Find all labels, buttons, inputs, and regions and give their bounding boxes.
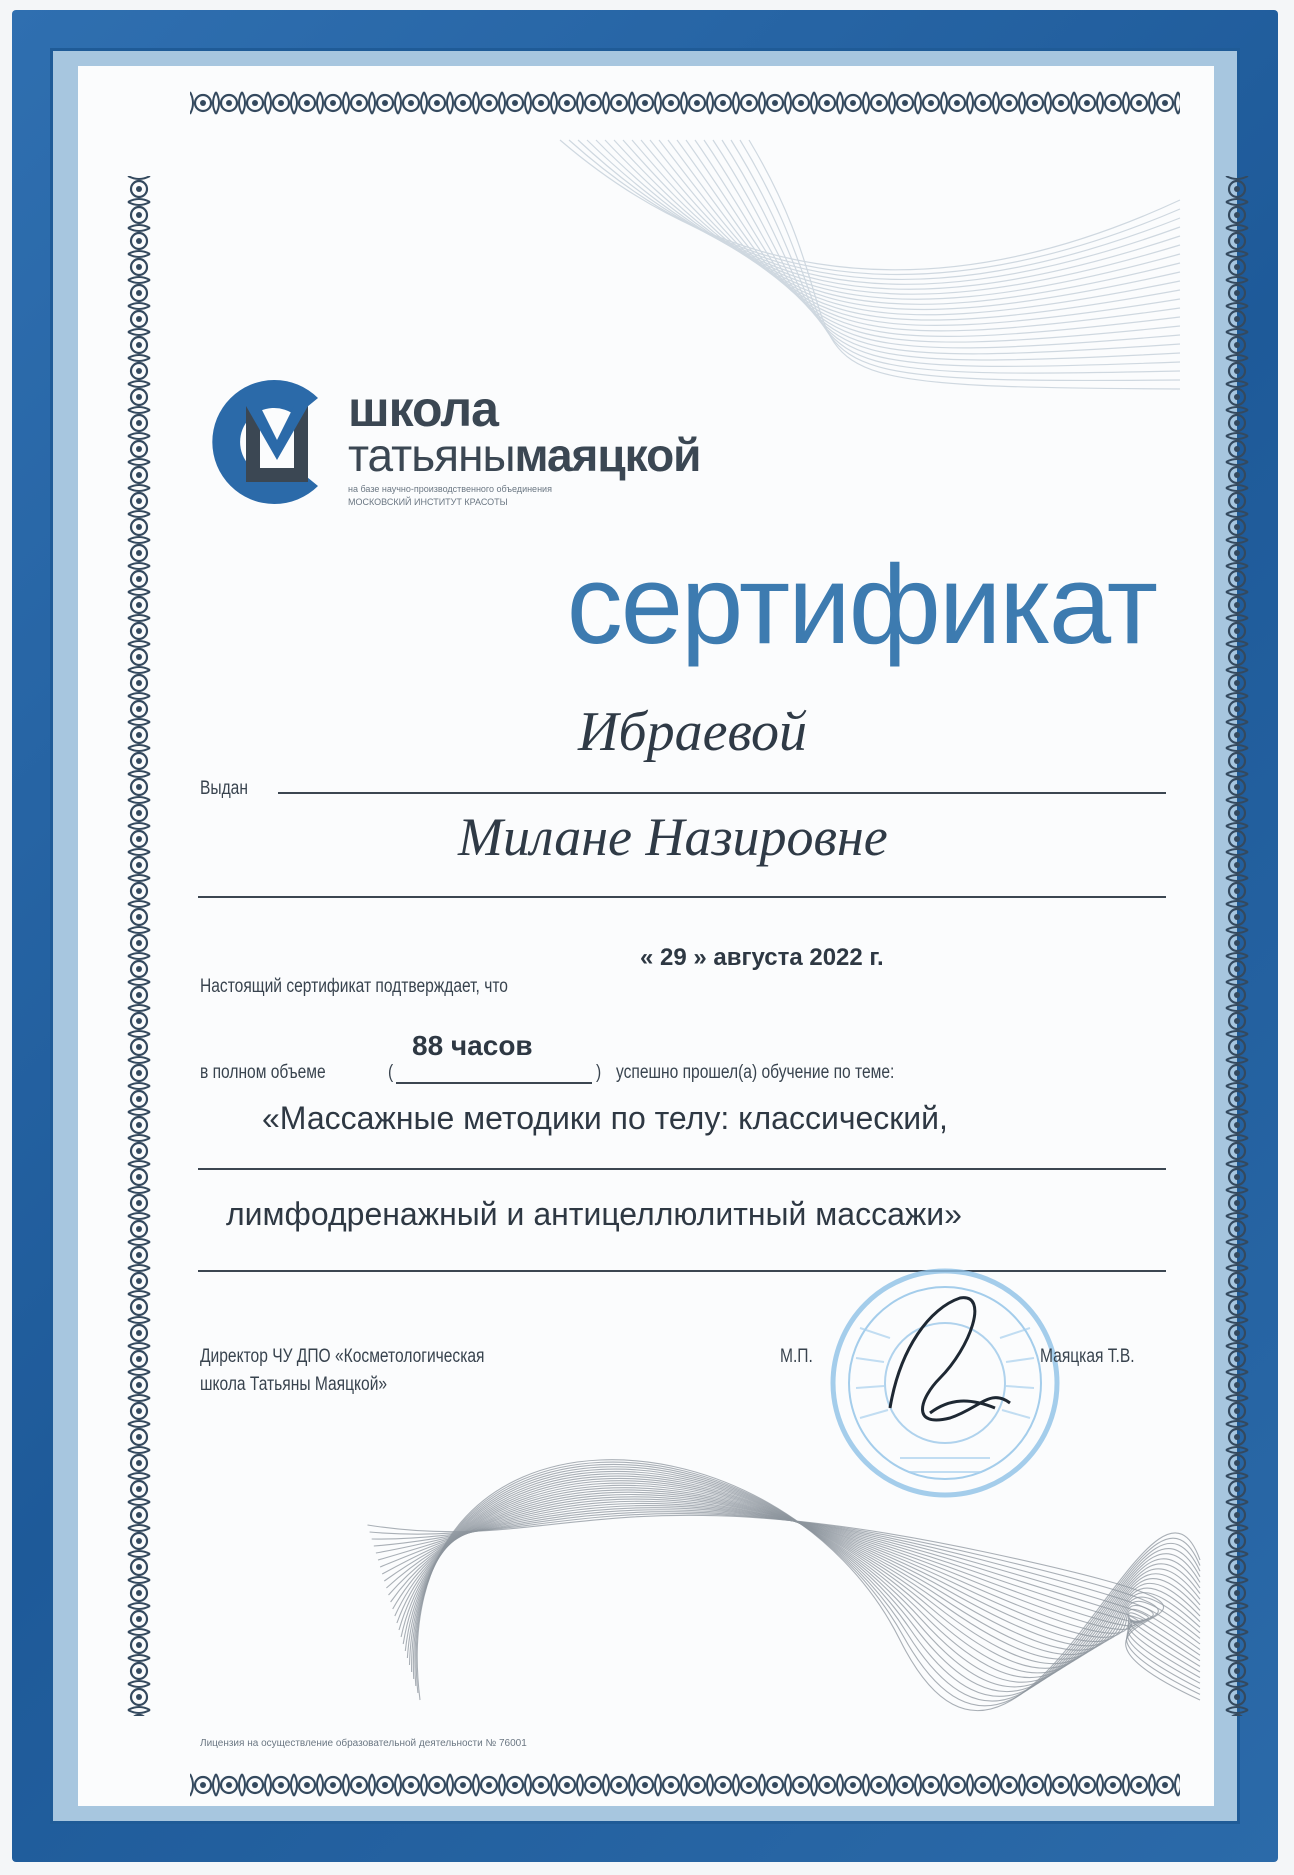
guilloche-bottom-curve bbox=[407, 1474, 1200, 1682]
confirms-label: Настоящий сертификат подтверждает, что bbox=[200, 976, 508, 997]
surname-line bbox=[278, 792, 1166, 794]
license-text: Лицензия на осуществление образовательной деятельности № 76001 bbox=[200, 1738, 527, 1749]
logo-line1: школа bbox=[348, 381, 498, 437]
topic-line-2: лимфодренажный и антицеллюлитный массажи» bbox=[226, 1196, 962, 1232]
left-ornament-border bbox=[122, 176, 156, 1716]
school-logo-icon bbox=[200, 372, 340, 512]
logo-line2: татьянымаяцкой bbox=[348, 429, 701, 481]
given-names-line bbox=[198, 896, 1166, 898]
guilloche-top-curve bbox=[749, 140, 1180, 389]
logo-subtitle-2: МОСКОВСКИЙ ИНСТИТУТ КРАСОТЫ bbox=[348, 497, 508, 507]
guilloche-top-curve bbox=[596, 140, 1180, 289]
guilloche-top-curve bbox=[704, 140, 1180, 354]
right-ornament-border bbox=[1220, 176, 1254, 1716]
bottom-ornament-border bbox=[190, 1768, 1180, 1802]
issued-label: Выдан bbox=[200, 778, 248, 799]
guilloche-bottom-curve bbox=[368, 1515, 1201, 1700]
logo-subtitle-1: на базе научно-производственного объединения bbox=[348, 484, 552, 494]
completed-label: успешно прошел(а) обучение по теме: bbox=[616, 1062, 895, 1083]
guilloche-bottom-curve bbox=[378, 1506, 1200, 1672]
topic-line-1: «Массажные методики по телу: классический, bbox=[262, 1100, 948, 1136]
paren-close: ) bbox=[596, 1062, 602, 1083]
guilloche-bottom-curve bbox=[370, 1514, 1200, 1695]
hours-value: 88 часов bbox=[412, 1030, 533, 1061]
certificate-title: сертификат bbox=[566, 542, 1156, 667]
signer-name: Маяцкая Т.В. bbox=[1040, 1346, 1135, 1367]
guilloche-top-curve bbox=[605, 140, 1180, 294]
hours-line bbox=[396, 1082, 592, 1084]
director-line-2: школа Татьяны Маяцкой» bbox=[200, 1374, 388, 1395]
director-line-1: Директор ЧУ ДПО «Косметологическая bbox=[200, 1346, 485, 1367]
guilloche-bottom-curve bbox=[416, 1462, 1200, 1706]
guilloche-top-curve bbox=[578, 140, 1180, 279]
volume-label: в полном объеме bbox=[200, 1062, 326, 1083]
certificate-date: « 29 » августа 2022 г. bbox=[640, 944, 884, 971]
round-seal-stamp bbox=[820, 1258, 1070, 1508]
guilloche-bottom-curve bbox=[395, 1488, 1200, 1655]
paren-open: ( bbox=[388, 1062, 394, 1083]
topic-underline-1 bbox=[198, 1168, 1166, 1170]
guilloche-bottom-curve bbox=[372, 1512, 1200, 1689]
guilloche-top-curve bbox=[569, 140, 1180, 275]
top-ornament-border bbox=[190, 86, 1180, 120]
seal-mark: М.П. bbox=[780, 1346, 813, 1367]
guilloche-top-curve bbox=[740, 140, 1180, 380]
recipient-given-names: Милане Назировне bbox=[458, 807, 888, 867]
recipient-surname: Ибраевой bbox=[578, 701, 808, 763]
